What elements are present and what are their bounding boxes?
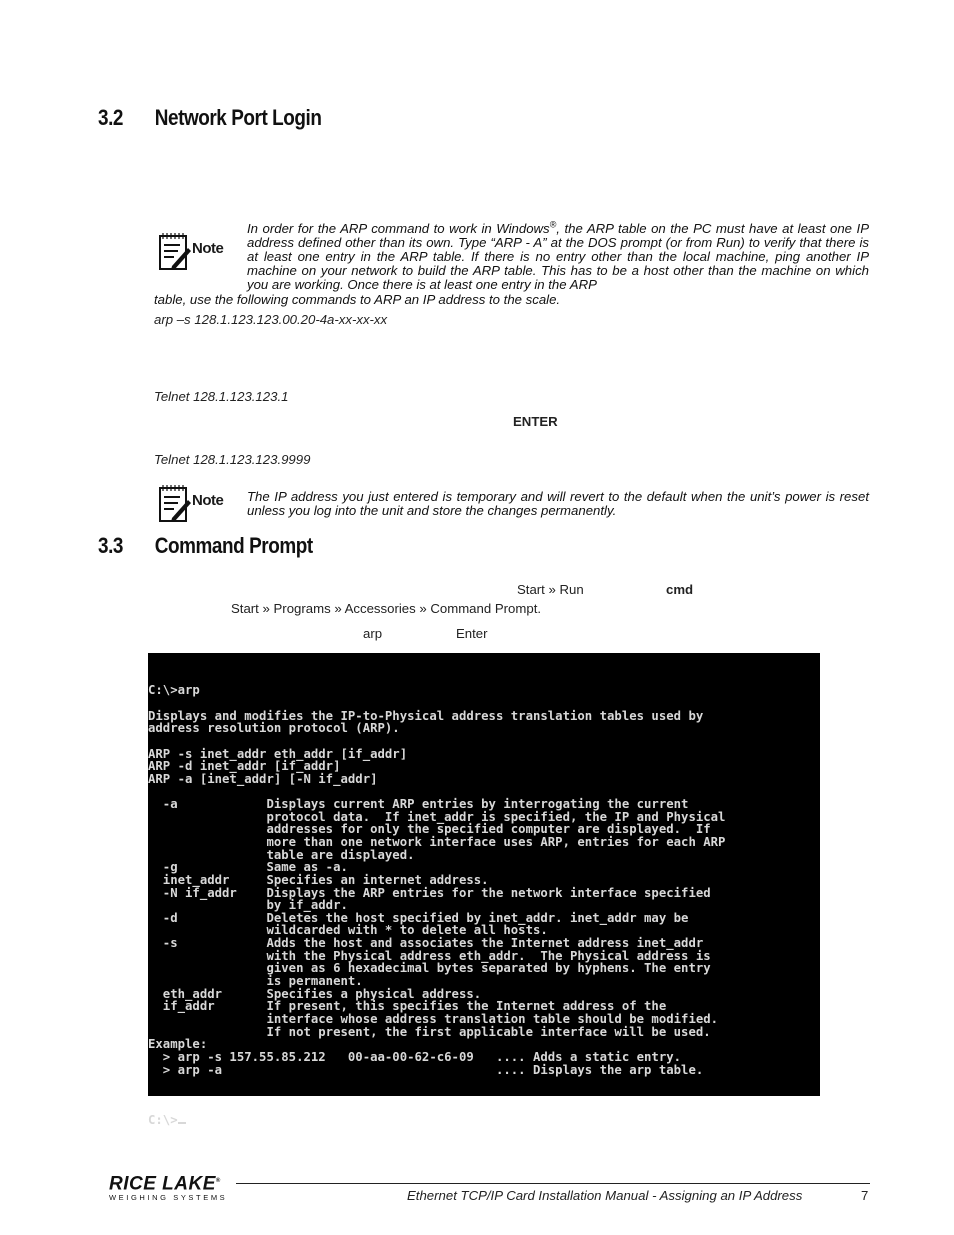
console-line: ARP -s inet_addr eth_addr [if_addr]: [148, 746, 408, 761]
console-line: with the Physical address eth_addr. The Physical address is: [148, 948, 711, 963]
console-line: Displays and modifies the IP-to-Physical address translation tables used by: [148, 708, 704, 723]
note-label: Note: [192, 492, 224, 509]
logo-registered-mark: ®: [215, 1178, 221, 1184]
registered-mark: ®: [549, 219, 557, 230]
console-line: eth_addr Specifies a physical address.: [148, 986, 482, 1001]
arp-label: arp: [363, 626, 383, 641]
console-line: by if_addr.: [148, 898, 348, 913]
console-line: ARP -a [inet_addr] [-N if_addr]: [148, 771, 378, 786]
console-line: [148, 1076, 820, 1089]
console-line: more than one network interface uses ARP, entries for each ARP: [148, 835, 726, 849]
console-line: inet_addr Specifies an internet address.: [148, 872, 489, 887]
console-line: -d Deletes the host specified by inet_addr. inet_addr may be: [148, 910, 689, 925]
programs-path: Start » Programs » Accessories » Command Prompt.: [231, 601, 542, 616]
logo-tagline: WEIGHING SYSTEMS: [109, 1193, 228, 1203]
console-line: -N if_addr Displays the ARP entries for the network interface specified: [148, 885, 711, 900]
section-number: 3.3: [98, 533, 124, 558]
console-line: protocol data. If inet_addr is specified, the IP and Physical: [148, 809, 726, 824]
note-icon: [158, 484, 232, 531]
note-paragraph: [247, 219, 869, 292]
arp-command-example: arp –s 128.1.123.123.00.20-4a-xx-xx-xx: [154, 312, 388, 327]
console-line: -s Adds the host and associates the Internet address inet_addr: [148, 936, 704, 951]
console-line: address resolution protocol (ARP).: [148, 721, 400, 736]
console-line: ARP -d inet_addr [if_addr]: [148, 759, 341, 774]
console-line: table are displayed.: [148, 847, 415, 862]
console-line: > arp -a .... Displays the arp table.: [148, 1062, 704, 1077]
enter-key-label: ENTER: [513, 414, 558, 429]
rice-lake-logo: [109, 1172, 227, 1202]
console-line: -a Displays current ARP entries by interrogating the current: [148, 797, 689, 812]
console-line: > arp -s 157.55.85.212 00-aa-00-62-c6-09 .... Adds a static entry.: [148, 1049, 682, 1064]
console-line: Example:: [148, 1037, 208, 1052]
section-number: 3.2: [98, 105, 124, 130]
telnet-command-2: Telnet 128.1.123.123.9999: [154, 452, 311, 467]
section-title: Command Prompt: [154, 533, 313, 558]
text-cursor: [178, 1122, 186, 1124]
console-output: [148, 684, 820, 1089]
console-line: is permanent.: [148, 974, 363, 989]
logo-wordmark: [109, 1172, 227, 1193]
note-text-part1: In order for the ARP command to work in Windows: [247, 221, 550, 236]
section-heading-network-port-login: [98, 105, 322, 131]
page-number: 7: [861, 1188, 869, 1203]
console-line: [148, 735, 820, 748]
telnet-command-1: Telnet 128.1.123.123.1: [154, 389, 289, 404]
note-icon: [158, 232, 232, 279]
cmd-label: cmd: [666, 582, 694, 597]
note-paragraph: The IP address you just entered is temporary and will revert to the default when the unit’s power is reset unless you log into the unit and store the changes permanently.: [247, 489, 869, 518]
console-line: C:\>arp: [148, 683, 200, 698]
console-line: wildcarded with * to delete all hosts.: [148, 923, 548, 938]
section-title: Network Port Login: [154, 105, 322, 130]
console-line: interface whose address translation table should be modified.: [148, 1011, 719, 1026]
console-line: -g Same as -a.: [148, 860, 348, 875]
note-label: Note: [192, 240, 224, 257]
note-paragraph-last-line: table, use the following commands to ARP an IP address to the scale.: [154, 292, 561, 307]
enter-label: Enter: [456, 626, 488, 641]
console-line: if_addr If present, this specifies the Internet address of the: [148, 999, 667, 1014]
footer-manual-title: Ethernet TCP/IP Card Installation Manual - Assigning an IP Address: [407, 1188, 803, 1203]
note-text-part2: , the ARP table on the PC must have at least one IP address defined other than its own. Type “ARP - A” at the DOS prompt (or from Run) to verify that there is at least one entry in the ARP table. If there is no entry other than the local machine, ping another IP machine on your network to build the ARP table. This has to be a host other than the machine on which you are working. Once there is at least one entry in the ARP: [247, 221, 869, 292]
console-line: given as 6 hexadecimal bytes separated by hyphens. The entry: [148, 961, 711, 976]
section-heading-command-prompt: [98, 533, 313, 559]
start-run-path: Start » Run: [517, 582, 584, 597]
console-line: addresses for only the specified computer are displayed. If: [148, 822, 711, 837]
console-line: If not present, the first applicable interface will be used.: [148, 1024, 711, 1039]
console-prompt-line: [148, 1114, 820, 1127]
logo-name: RICE LAKE: [109, 1173, 216, 1195]
footer-divider: [236, 1183, 870, 1184]
console-line: [148, 697, 820, 710]
command-prompt-window: [148, 653, 820, 1128]
console-prompt: C:\>: [148, 1113, 178, 1128]
